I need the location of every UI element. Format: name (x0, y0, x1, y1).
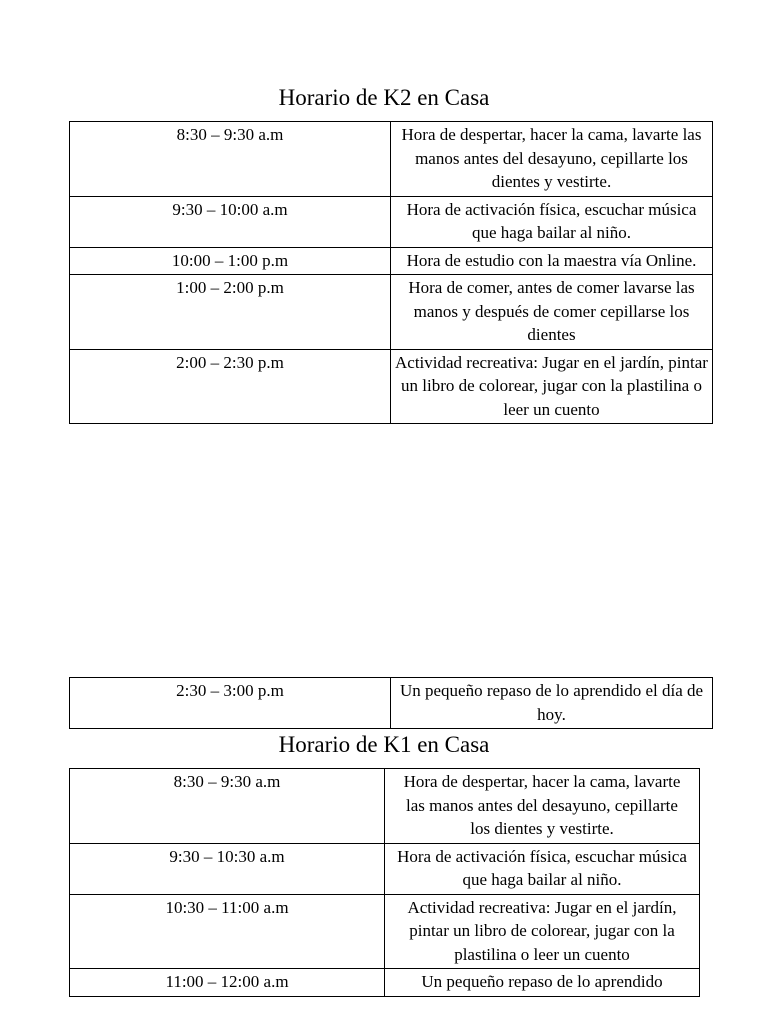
table-row (70, 843, 700, 894)
activity-cell: Hora de estudio con la maestra vía Online. (391, 247, 713, 275)
activity-cell: Actividad recreativa: Jugar en el jardín, pintar un libro de colorear, jugar con la plastilina o leer un cuento (385, 894, 700, 969)
activity-cell: Hora de comer, antes de comer lavarse las manos y después de comer cepillarse los dientes (391, 275, 713, 350)
k2-schedule-continued-table (69, 677, 713, 729)
time-cell: 11:00 – 12:00 a.m (70, 969, 385, 997)
time-cell: 9:30 – 10:30 a.m (70, 843, 385, 894)
time-cell: 8:30 – 9:30 a.m (70, 122, 391, 197)
activity-cell: Un pequeño repaso de lo aprendido el día de hoy. (391, 678, 713, 729)
activity-cell: Hora de activación física, escuchar música que haga bailar al niño. (385, 843, 700, 894)
table-row (70, 678, 713, 729)
table-row (70, 196, 713, 247)
time-cell: 10:30 – 11:00 a.m (70, 894, 385, 969)
table-row (70, 122, 713, 197)
time-cell: 1:00 – 2:00 p.m (70, 275, 391, 350)
time-cell: 2:30 – 3:00 p.m (70, 678, 391, 729)
activity-cell: Actividad recreativa: Jugar en el jardín, pintar un libro de colorear, jugar con la plastilina o leer un cuento (391, 349, 713, 424)
time-cell: 10:00 – 1:00 p.m (70, 247, 391, 275)
activity-cell: Hora de despertar, hacer la cama, lavarte las manos antes del desayuno, cepillarte los dientes y vestirte. (385, 769, 700, 844)
k1-schedule-table (69, 768, 700, 997)
k1-schedule-title: Horario de K1 en Casa (278, 732, 490, 757)
table-row (70, 247, 713, 275)
table-row (70, 969, 700, 997)
table-row (70, 894, 700, 969)
table-row (70, 275, 713, 350)
k2-schedule-table (69, 121, 713, 424)
time-cell: 9:30 – 10:00 a.m (70, 196, 391, 247)
activity-cell: Hora de activación física, escuchar música que haga bailar al niño. (391, 196, 713, 247)
activity-cell: Hora de despertar, hacer la cama, lavarte las manos antes del desayuno, cepillarte los dientes y vestirte. (391, 122, 713, 197)
time-cell: 8:30 – 9:30 a.m (70, 769, 385, 844)
k2-schedule-title: Horario de K2 en Casa (278, 85, 490, 110)
time-cell: 2:00 – 2:30 p.m (70, 349, 391, 424)
table-row (70, 769, 700, 844)
table-row (70, 349, 713, 424)
activity-cell: Un pequeño repaso de lo aprendido (385, 969, 700, 997)
